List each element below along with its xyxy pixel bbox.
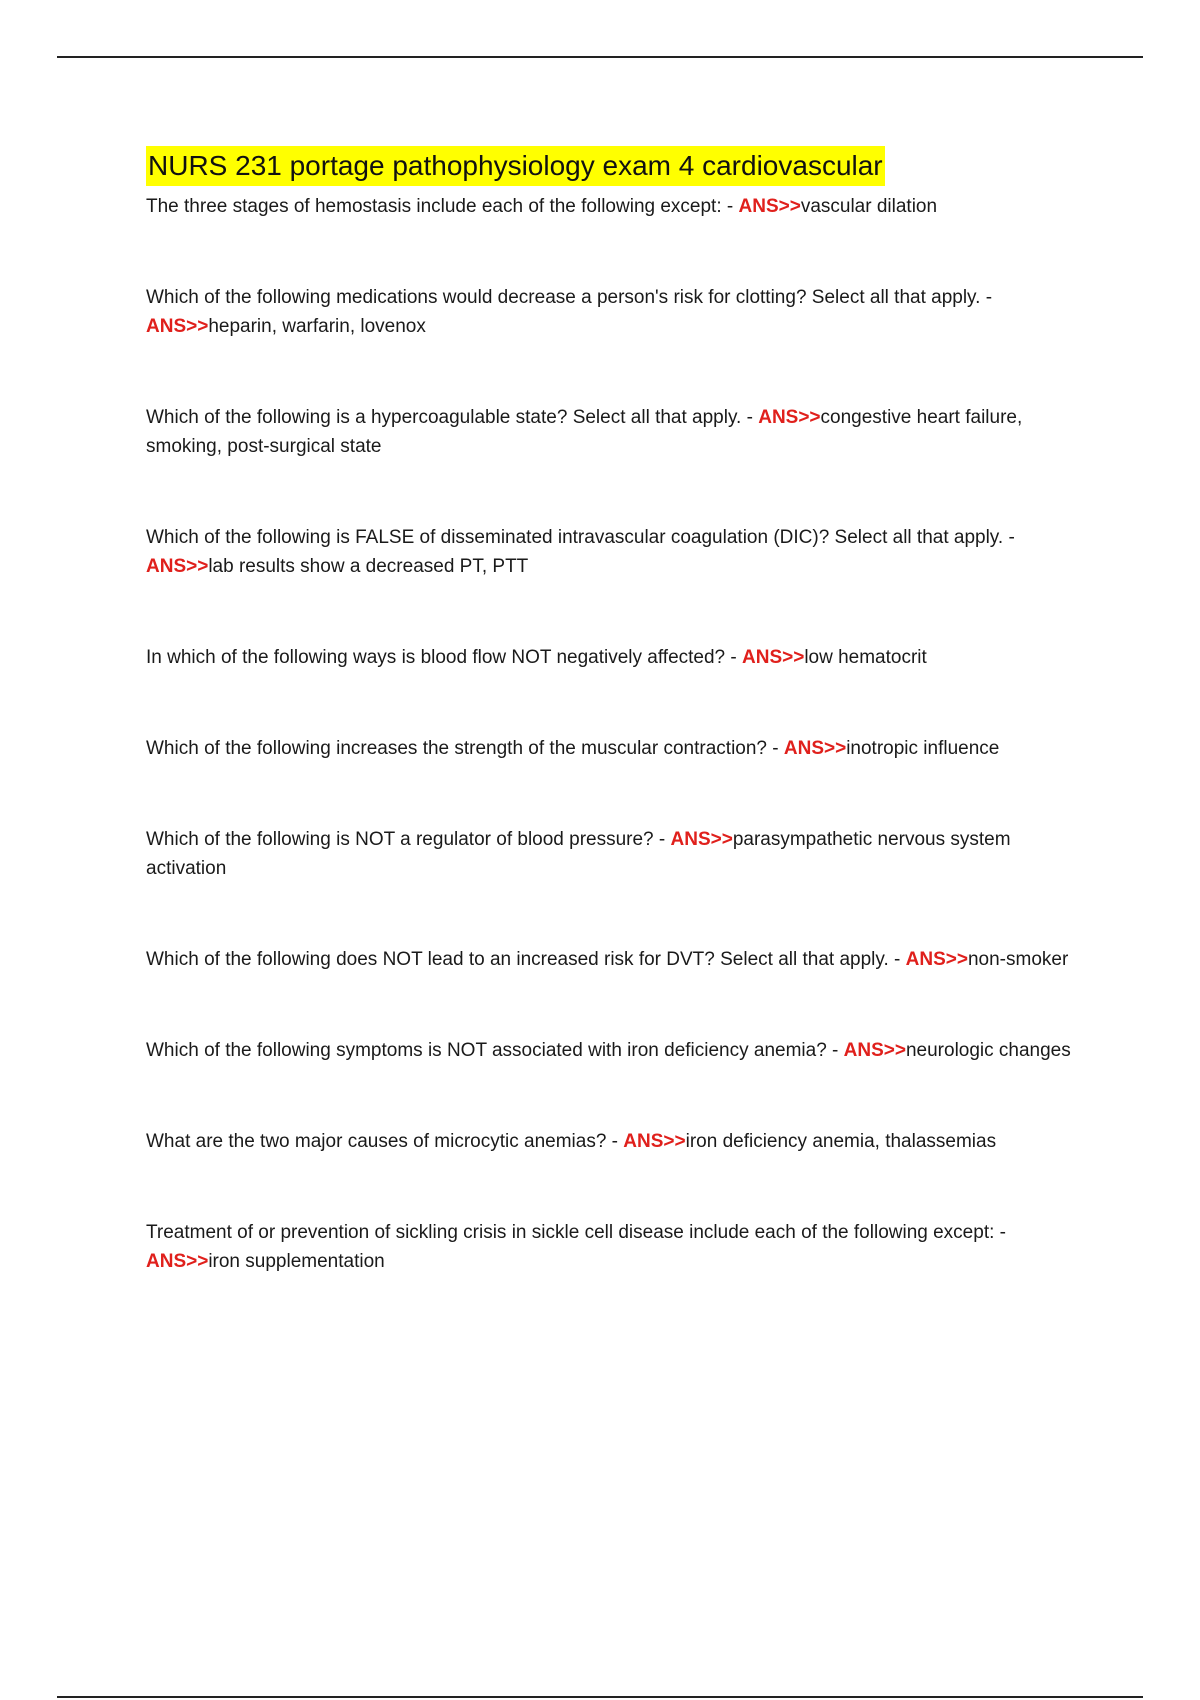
- answer-text: vascular dilation: [800, 196, 938, 217]
- question-text: The three stages of hemostasis include each of the following except: -: [146, 196, 739, 217]
- question-text: What are the two major causes of microcytic anemias? -: [146, 1131, 624, 1152]
- qa-item: [146, 1036, 1086, 1065]
- answer-text: iron deficiency anemia, thalassemias: [685, 1131, 997, 1152]
- question-text: Which of the following increases the strength of the muscular contraction? -: [146, 738, 784, 759]
- qa-item: [146, 523, 1086, 581]
- answer-marker: ANS>>: [146, 316, 209, 337]
- question-text: Which of the following does NOT lead to an increased risk for DVT? Select all that apply. -: [146, 949, 906, 970]
- qa-item: [146, 1218, 1086, 1276]
- answer-marker: ANS>>: [146, 1251, 209, 1272]
- answer-text: lab results show a decreased PT, PTT: [208, 556, 529, 577]
- qa-item: [146, 734, 1086, 763]
- question-text: Which of the following symptoms is NOT associated with iron deficiency anemia? -: [146, 1040, 844, 1061]
- question-text: In which of the following ways is blood flow NOT negatively affected? -: [146, 647, 742, 668]
- answer-text: heparin, warfarin, lovenox: [208, 316, 426, 337]
- qa-item: [146, 643, 1086, 672]
- qa-item: [146, 403, 1086, 461]
- bottom-rule: [57, 1696, 1143, 1698]
- qa-item: [146, 1127, 1086, 1156]
- question-text: Treatment of or prevention of sickling crisis in sickle cell disease include each of the following except: -: [146, 1222, 1006, 1243]
- qa-item: [146, 283, 1086, 341]
- answer-text: parasympathetic nervous system activation: [146, 829, 1011, 879]
- qa-item: [146, 825, 1086, 883]
- answer-marker: ANS>>: [783, 738, 847, 759]
- question-text: Which of the following is FALSE of disseminated intravascular coagulation (DIC)? Select all that apply. -: [146, 527, 1015, 548]
- answer-marker: ANS>>: [843, 1040, 906, 1061]
- answer-marker: ANS>>: [738, 196, 801, 217]
- answer-marker: ANS>>: [670, 829, 733, 850]
- answer-text: inotropic influence: [846, 738, 1000, 759]
- question-text: Which of the following is a hypercoagulable state? Select all that apply. -: [146, 407, 759, 428]
- answer-marker: ANS>>: [146, 556, 209, 577]
- question-text: Which of the following is NOT a regulator of blood pressure? -: [146, 829, 671, 850]
- answer-text: low hematocrit: [804, 647, 927, 668]
- answer-text: congestive heart failure, smoking, post-surgical state: [146, 407, 1023, 457]
- answer-text: iron supplementation: [208, 1251, 385, 1272]
- qa-item: [146, 945, 1086, 974]
- top-rule: [57, 56, 1143, 58]
- answer-marker: ANS>>: [742, 647, 805, 668]
- document-title: NURS 231 portage pathophysiology exam 4 cardiovascular: [146, 146, 885, 186]
- qa-item: [146, 192, 1086, 221]
- question-text: Which of the following medications would decrease a person's risk for clotting? Select all that apply. -: [146, 287, 993, 308]
- answer-marker: ANS>>: [623, 1131, 686, 1152]
- answer-marker: ANS>>: [758, 407, 821, 428]
- document-body: [146, 146, 1086, 1276]
- answer-text: neurologic changes: [905, 1040, 1071, 1061]
- answer-text: non-smoker: [967, 949, 1069, 970]
- answer-marker: ANS>>: [905, 949, 968, 970]
